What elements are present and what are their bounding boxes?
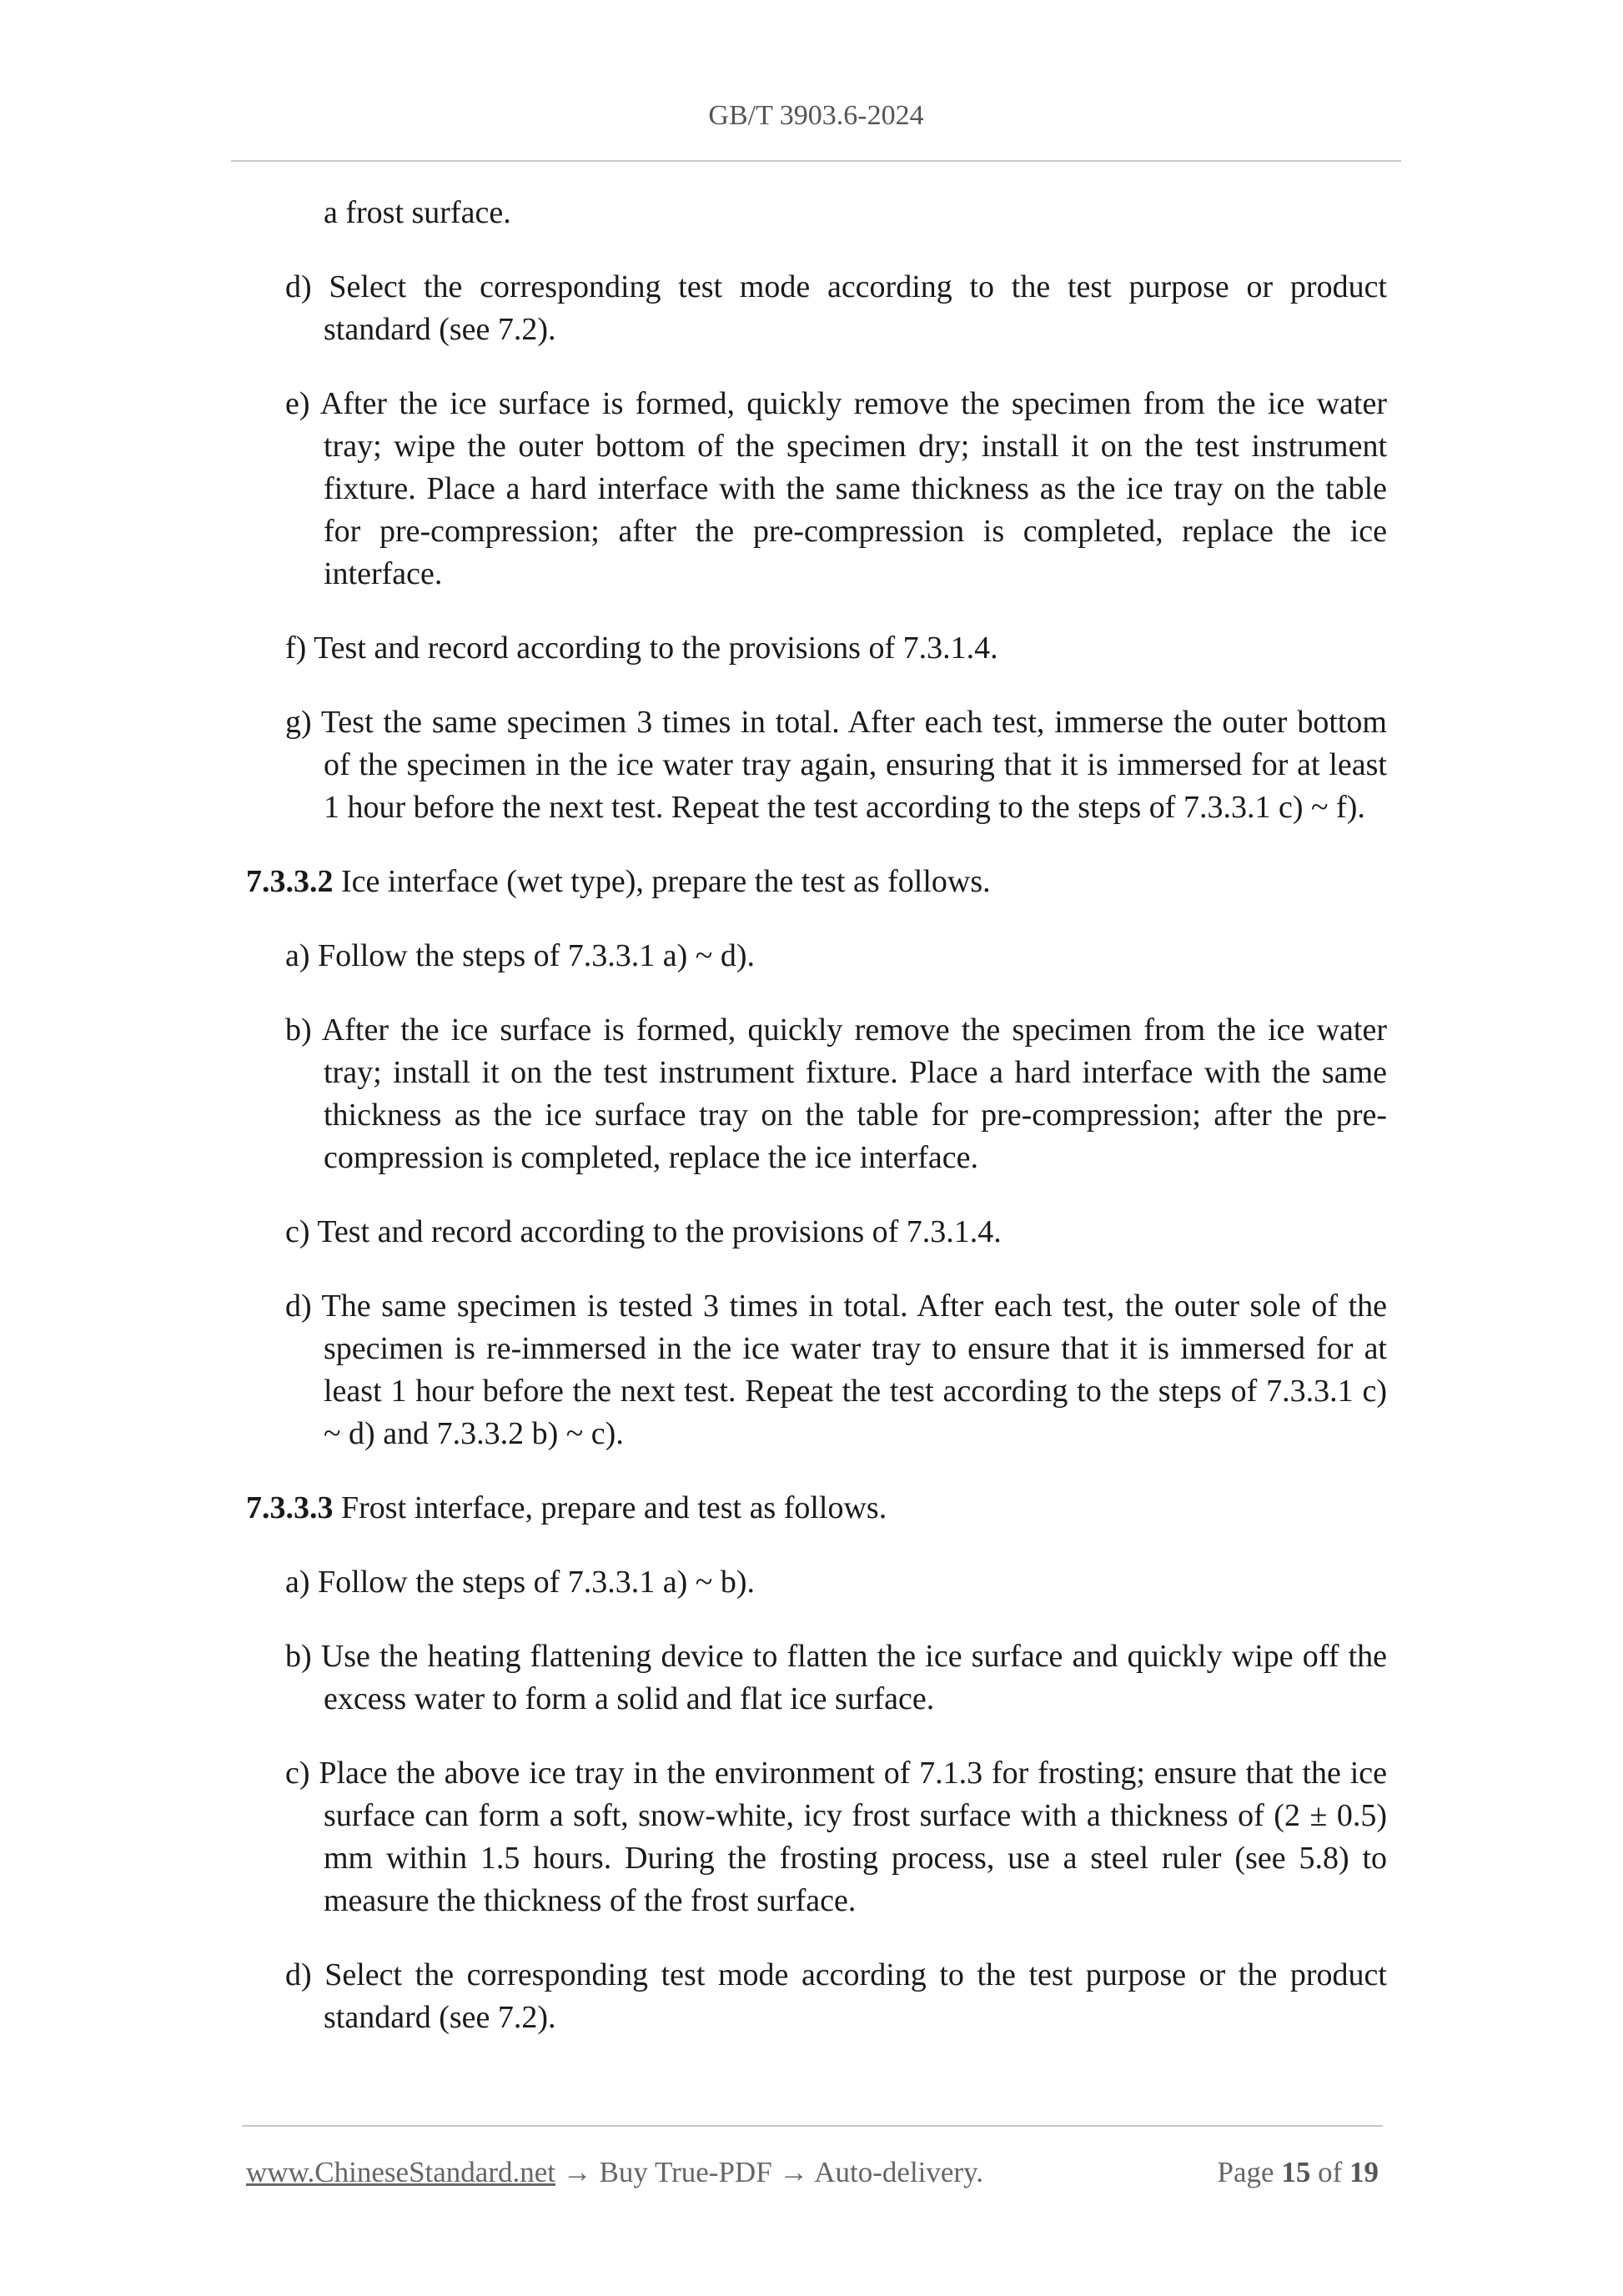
- page-number: 15: [1281, 2156, 1311, 2188]
- footer-promo: [246, 2156, 983, 2189]
- page-label: Page: [1217, 2156, 1274, 2188]
- list-item: g) Test the same specimen 3 times in total. After each test, immerse the outer bottom of the specimen in the ice water tray again, ensuring that it is immersed for at least 1 hour before the next test. Repeat the test according to the steps of 7.3.3.1 c) ~ f).: [285, 705, 1387, 825]
- list-item: a) Follow the steps of 7.3.3.1 a) ~ d).: [285, 938, 756, 973]
- total-pages: 19: [1349, 2156, 1379, 2188]
- header-divider: [231, 160, 1401, 162]
- of-label: of: [1318, 2156, 1343, 2188]
- continuation-text: a frost surface.: [324, 195, 511, 230]
- delivery-text: Auto-delivery.: [814, 2156, 984, 2188]
- list-item: d) Select the corresponding test mode according to the test purpose or the product standard (see 7.2).: [285, 1957, 1387, 2035]
- list-item: a) Follow the steps of 7.3.3.1 a) ~ b).: [285, 1565, 756, 1600]
- clause-text: Ice interface (wet type), prepare the test as follows.: [341, 864, 991, 899]
- website-link[interactable]: www.ChineseStandard.net: [246, 2156, 555, 2188]
- buy-text: Buy True-PDF: [599, 2156, 772, 2188]
- clause-7-3-3-2: [246, 861, 1387, 903]
- list-item: c) Test and record according to the provisions of 7.3.1.4.: [285, 1214, 1002, 1249]
- arrow-icon: →: [779, 2156, 809, 2188]
- page-header: [231, 100, 1401, 132]
- list-item: e) After the ice surface is formed, quickly remove the specimen from the ice water tray; wipe the outer bottom of the specimen dry; install it on the test instrument fixture. Place a hard interface with the same thickness as the ice tray on the table for pre-compression; after the pre-compression is completed, replace the ice interface.: [285, 386, 1387, 591]
- clause-text: Frost interface, prepare and test as follows.: [341, 1490, 887, 1525]
- list-item: d) The same specimen is tested 3 times in total. After each test, the outer sole of the specimen is re-immersed in the ice water tray to ensure that it is immersed for at least 1 hour before the next test. Repeat the test according to the steps of 7.3.3.1 c) ~ d) and 7.3.3.2 b) ~ c).: [285, 1289, 1387, 1451]
- page-indicator: [1218, 2156, 1379, 2189]
- list-item: f) Test and record according to the provisions of 7.3.1.4.: [285, 631, 998, 666]
- list-item: b) After the ice surface is formed, quickly remove the specimen from the ice water tray; install it on the test instrument fixture. Place a hard interface with the same thickness as the ice surface tray on the table for pre-compression; after the pre-compression is completed, replace the ice interface.: [285, 1012, 1387, 1175]
- document-body: [246, 192, 1387, 2039]
- list-items-7-3-3-3: [246, 1561, 1387, 2039]
- clause-number: 7.3.3.3: [246, 1490, 334, 1525]
- clause-7-3-3-3: [246, 1487, 1387, 1530]
- arrow-icon: →: [562, 2156, 592, 2188]
- footer-divider: [242, 2125, 1383, 2127]
- list-item: d) Select the corresponding test mode according to the test purpose or product standard (see 7.2).: [285, 269, 1387, 347]
- document-code: GB/T 3903.6-2024: [708, 100, 924, 131]
- list-item: c) Place the above ice tray in the environment of 7.1.3 for frosting; ensure that the ice surface can form a soft, snow-white, icy frost surface with a thickness of (2 ± 0.5) mm within 1.5 hours. During the frosting process, use a steel ruler (see 5.8) to measure the thickness of the frost surface.: [285, 1756, 1387, 1918]
- clause-number: 7.3.3.2: [246, 864, 334, 899]
- list-items-7-3-3-2: [246, 935, 1387, 1455]
- list-items-7-3-3-1: [246, 266, 1387, 829]
- list-item: b) Use the heating flattening device to flatten the ice surface and quickly wipe off the excess water to form a solid and flat ice surface.: [285, 1639, 1387, 1716]
